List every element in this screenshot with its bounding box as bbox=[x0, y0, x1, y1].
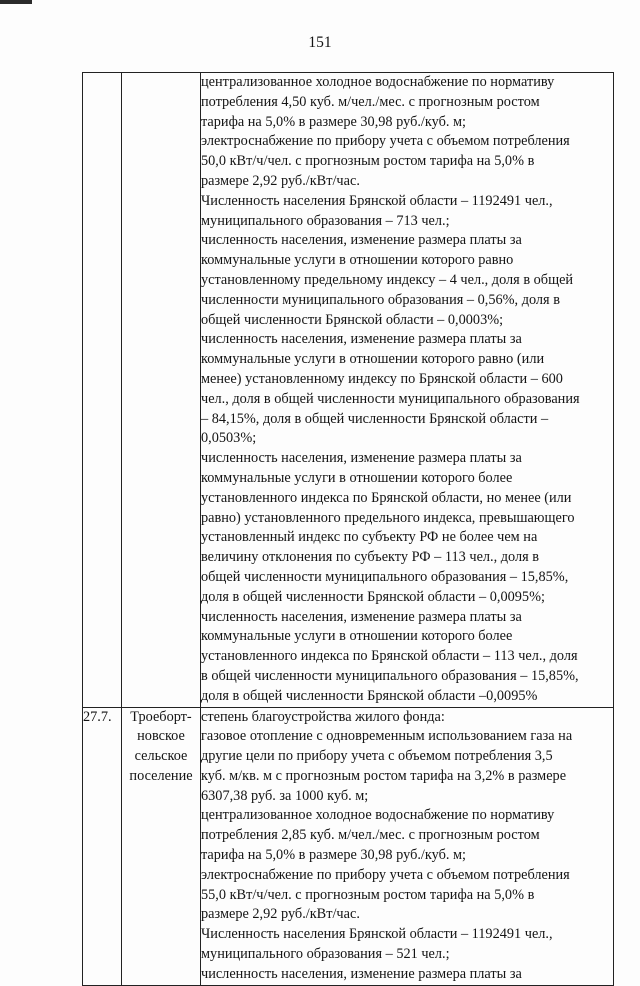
item-number-cell bbox=[83, 73, 122, 708]
description-line: величину отклонения по субъекту РФ – 113 чел., доля в bbox=[201, 549, 540, 566]
description-line: численность населения, изменение размера платы за bbox=[201, 608, 522, 625]
description-line: доля в общей численности Брянской области – 0,0095%; bbox=[201, 588, 545, 605]
settlement-name-line: сельское bbox=[134, 748, 188, 765]
document-table bbox=[82, 72, 614, 986]
description-line: 6307,38 руб. за 1000 куб. м; bbox=[201, 787, 369, 804]
description-line: муниципального образования – 713 чел.; bbox=[201, 212, 450, 229]
description-line: менее) установленному индексу по Брянской области – 600 bbox=[201, 370, 563, 387]
description-line: доля в общей численности Брянской области –0,0095% bbox=[201, 687, 538, 704]
description-line: размере 2,92 руб./кВт/час. bbox=[201, 172, 360, 189]
description-line: численность населения, изменение размера платы за bbox=[201, 450, 522, 467]
description-line: численность населения, изменение размера платы за bbox=[201, 331, 522, 348]
description-line: другие цели по прибору учета с объемом потребления 3,5 bbox=[201, 748, 553, 765]
description-line: потребления 2,85 куб. м/чел./мес. с прогнозным ростом bbox=[201, 827, 540, 844]
description-line: численности муниципального образования – 0,56%, доля в bbox=[201, 291, 560, 308]
settlement-name-cell bbox=[122, 707, 201, 985]
description-line: 50,0 кВт/ч/чел. с прогнозным ростом тарифа на 5,0% в bbox=[201, 153, 535, 170]
description-line: коммунальные услуги в отношении которого равно bbox=[201, 252, 514, 269]
description-line: коммунальные услуги в отношении которого более bbox=[201, 628, 513, 645]
description-line: установленный индекс по субъекту РФ не более чем на bbox=[201, 529, 538, 546]
description-line: тарифа на 5,0% в размере 30,98 руб./куб. м; bbox=[201, 113, 467, 130]
page-number: 151 bbox=[308, 34, 332, 51]
settlement-name-line: новское bbox=[137, 728, 185, 745]
description-line: 55,0 кВт/ч/чел. с прогнозным ростом тарифа на 5,0% в bbox=[201, 886, 535, 903]
description-line: тарифа на 5,0% в размере 30,98 руб./куб. м; bbox=[201, 847, 467, 864]
settlement-name-cell bbox=[122, 73, 201, 708]
description-line: установленного индекса по Брянской области, но менее (или bbox=[201, 489, 572, 506]
description-line: – 84,15%, доля в общей численности Брянской области – bbox=[201, 410, 549, 427]
description-line: коммунальные услуги в отношении которого более bbox=[201, 469, 513, 486]
description-line: централизованное холодное водоснабжение по нормативу bbox=[201, 807, 555, 824]
description-line: численность населения, изменение размера платы за bbox=[201, 965, 522, 982]
description-cell bbox=[201, 707, 614, 985]
description-line: равно) установленного предельного индекса, превышающего bbox=[201, 509, 575, 526]
description-line: в общей численности муниципального образования – 15,85%, bbox=[201, 667, 579, 684]
description-line: установленного индекса по Брянской области – 113 чел., доля bbox=[201, 648, 578, 665]
table-row bbox=[83, 73, 614, 708]
table-row bbox=[83, 707, 614, 985]
description-line: централизованное холодное водоснабжение по нормативу bbox=[201, 74, 555, 90]
description-line: Численность населения Брянской области – 1192491 чел., bbox=[201, 926, 553, 943]
description-line: 0,0503%; bbox=[201, 430, 257, 447]
description-line: электроснабжение по прибору учета с объемом потребления bbox=[201, 866, 570, 883]
description-line: общей численности Брянской области – 0,0003%; bbox=[201, 311, 504, 328]
settlement-name-line: поселение bbox=[129, 767, 193, 784]
description-line: общей численности муниципального образования – 15,85%, bbox=[201, 568, 569, 585]
description-line: электроснабжение по прибору учета с объемом потребления bbox=[201, 133, 570, 150]
settlement-name-line: Троеборт- bbox=[130, 708, 192, 725]
description-line: Численность населения Брянской области – 1192491 чел., bbox=[201, 192, 553, 209]
description-line: газовое отопление с одновременным использованием газа на bbox=[201, 728, 573, 745]
description-line: численность населения, изменение размера платы за bbox=[201, 232, 522, 249]
description-line: коммунальные услуги в отношении которого равно (или bbox=[201, 351, 545, 368]
description-line: куб. м/кв. м с прогнозным ростом тарифа на 3,2% в размере bbox=[201, 767, 567, 784]
description-line: размере 2,92 руб./кВт/час. bbox=[201, 906, 360, 923]
description-line: установленному предельному индексу – 4 чел., доля в общей bbox=[201, 271, 574, 288]
description-line: степень благоустройства жилого фонда: bbox=[201, 708, 445, 725]
description-line: потребления 4,50 куб. м/чел./мес. с прогнозным ростом bbox=[201, 93, 540, 110]
item-number-cell: 27.7. bbox=[83, 707, 122, 985]
description-line: муниципального образования – 521 чел.; bbox=[201, 946, 450, 963]
scan-edge-mark bbox=[0, 0, 32, 4]
description-line: чел., доля в общей численности муниципального образования bbox=[201, 390, 580, 407]
description-cell bbox=[201, 73, 614, 708]
